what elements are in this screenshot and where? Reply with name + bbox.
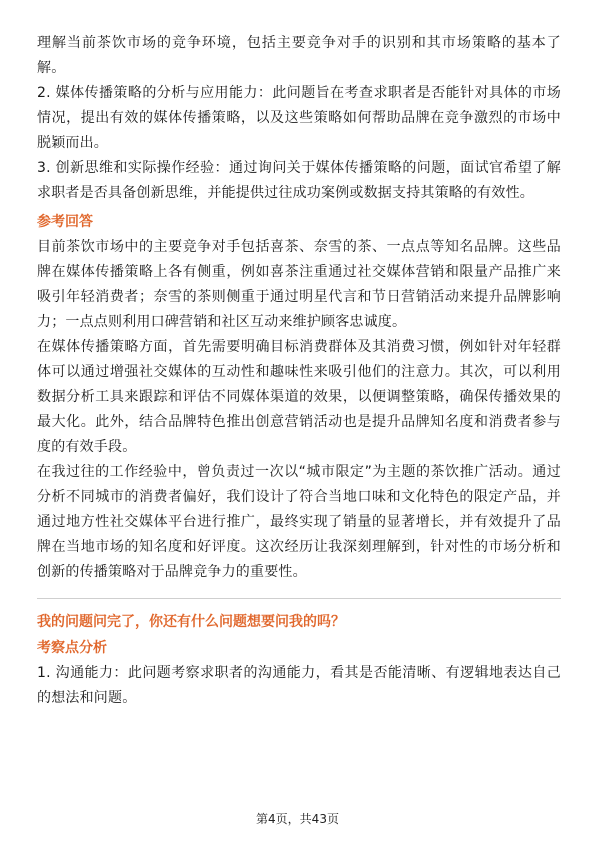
question-heading: 我的问题问完了，你还有什么问题想要问我的吗？ [37, 614, 345, 630]
paragraph-point-2: 2. 媒体传播策略的分析与应用能力：此问题旨在考查求职者是否能针对具体的市场情况，提出有效的媒体传播策略，以及这些策略如何帮助品牌在竞争激烈的市场中脱颖而出。 [37, 85, 561, 151]
paragraph-intro-continuation: 理解当前茶饮市场的竞争环境，包括主要竞争对手的识别和其市场策略的基本了解。 [37, 35, 561, 76]
document-page [37, 31, 561, 711]
analysis-paragraph-1: 1. 沟通能力：此问题考察求职者的沟通能力，看其是否能清晰、有逻辑地表达自己的想法和问题。 [37, 665, 561, 706]
page-number-footer: 第4页，共43页 [256, 812, 339, 826]
reference-answer-heading: 参考回答 [37, 214, 93, 230]
reference-paragraph-3: 在我过往的工作经验中，曾负责过一次以“城市限定”为主题的茶饮推广活动。通过分析不同城市的消费者偏好，我们设计了符合当地口味和文化特色的限定产品，并通过地方性社交媒体平台进行推广，最终实现了销量的显著增长，并有效提升了品牌在当地市场的知名度和好评度。这次经历让我深刻理解到，针对性的市场分析和创新的传播策略对于品牌竞争力的重要性。 [37, 464, 561, 580]
analysis-heading: 考察点分析 [37, 640, 107, 656]
reference-paragraph-2: 在媒体传播策略方面，首先需要明确目标消费群体及其消费习惯，例如针对年轻群体可以通过增强社交媒体的互动性和趣味性来吸引他们的注意力。其次，可以利用数据分析工具来跟踪和评估不同媒体渠道的效果，以便调整策略，确保传播效果的最大化。此外，结合品牌特色推出创意营销活动也是提升品牌知名度和消费者参与度的有效手段。 [37, 339, 561, 455]
paragraph-point-3: 3. 创新思维和实际操作经验：通过询问关于媒体传播策略的问题，面试官希望了解求职者是否具备创新思维，并能提供过往成功案例或数据支持其策略的有效性。 [37, 160, 561, 201]
section-divider [37, 598, 561, 599]
reference-paragraph-1: 目前茶饮市场中的主要竞争对手包括喜茶、奈雪的茶、一点点等知名品牌。这些品牌在媒体传播策略上各有侧重，例如喜茶注重通过社交媒体营销和限量产品推广来吸引年轻消费者；奈雪的茶则侧重于通过明星代言和节日营销活动来提升品牌影响力；一点点则利用口碑营销和社区互动来维护顾客忠诚度。 [37, 239, 561, 330]
